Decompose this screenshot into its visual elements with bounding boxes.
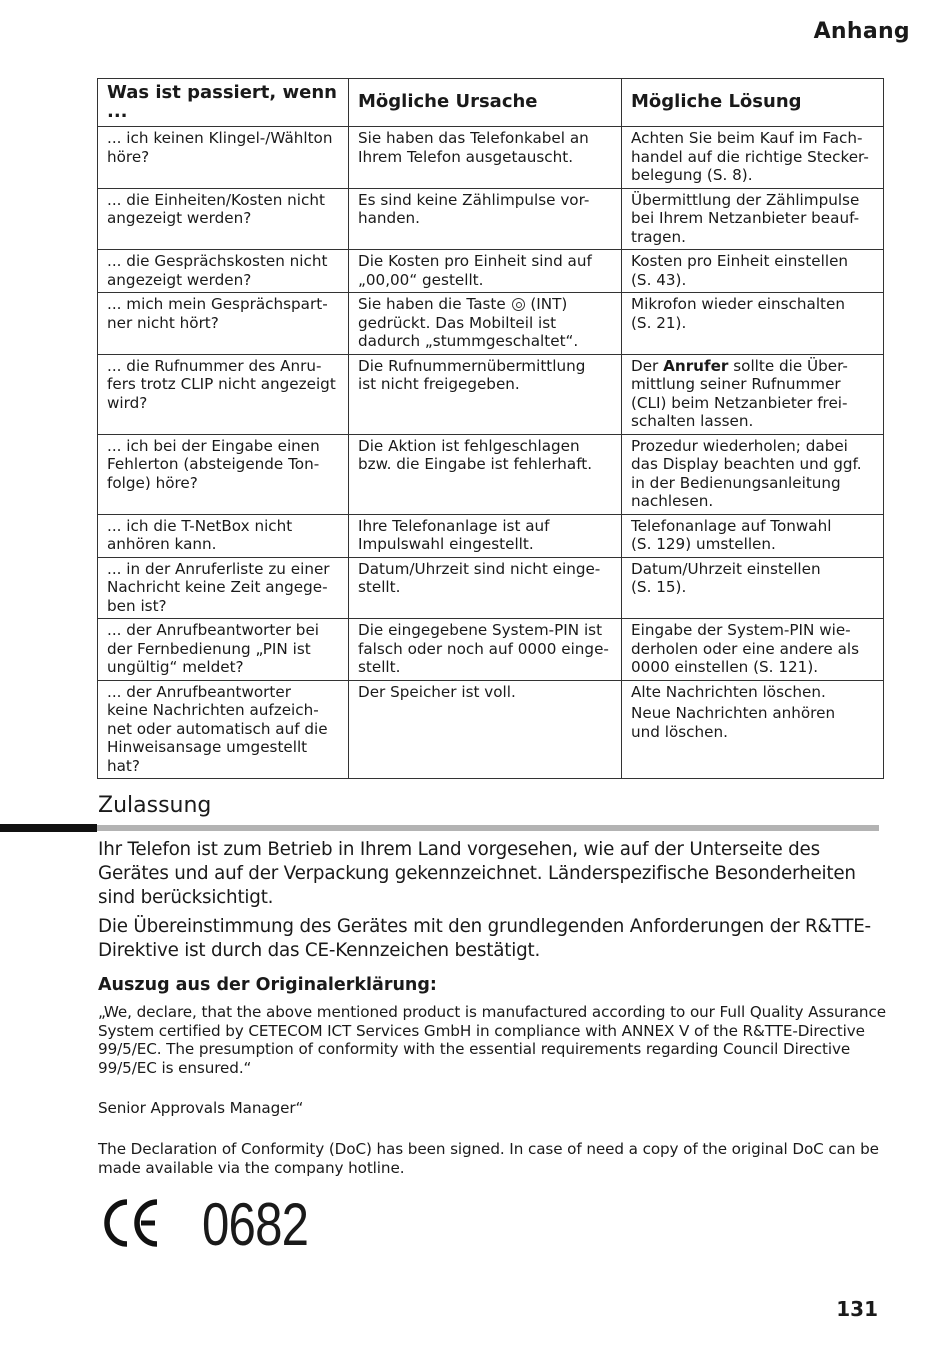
cell-line: Datum/Uhrzeit einstellen bbox=[631, 559, 821, 578]
cell-line: Fehlerton (absteigende Ton- bbox=[107, 455, 320, 473]
cell-cause bbox=[349, 434, 622, 514]
cell-line: hat? bbox=[107, 756, 140, 775]
cell-cause bbox=[349, 619, 622, 681]
cell-problem bbox=[98, 557, 349, 619]
cause-text: Sie haben die Taste bbox=[358, 295, 506, 313]
cell-line: dadurch „stummgeschaltet“. bbox=[358, 332, 579, 350]
solution-text: Der bbox=[631, 356, 659, 375]
cell-line: angezeigt werden? bbox=[107, 209, 252, 227]
header-solution: Mögliche Lösung bbox=[622, 79, 884, 127]
cell-line: (CLI) beim Netzanbieter frei- bbox=[631, 393, 848, 412]
cell-line: und löschen. bbox=[631, 722, 728, 741]
table-row bbox=[98, 557, 884, 619]
section-header: Anhang bbox=[813, 19, 910, 44]
cell-line: belegung (S. 8). bbox=[631, 166, 753, 184]
cell-line: Datum/Uhrzeit sind nicht einge- bbox=[358, 559, 601, 578]
cell-problem bbox=[98, 127, 349, 189]
page-number: 131 bbox=[836, 1297, 878, 1321]
table-row bbox=[98, 680, 884, 779]
cell-solution bbox=[622, 680, 884, 779]
doc-note: The Declaration of Conformity (DoC) has been signed. In case of need a copy of the original DoC can be made available via the company hotline. bbox=[98, 1140, 879, 1177]
cell-line: folge) höre? bbox=[107, 473, 198, 492]
table-row bbox=[98, 354, 884, 434]
cell-line bbox=[358, 295, 618, 314]
table-row bbox=[98, 514, 884, 557]
cell-cause bbox=[349, 557, 622, 619]
cell-solution bbox=[622, 514, 884, 557]
cell-line: handel auf die richtige Stecker- bbox=[631, 147, 869, 166]
cell-line: Der Speicher ist voll. bbox=[358, 682, 516, 701]
table-row bbox=[98, 434, 884, 514]
cell-line: ... ich keinen Klingel-/Wählton bbox=[107, 129, 333, 147]
cell-line: in der Bedienungsanleitung bbox=[631, 473, 841, 492]
cell-line: Achten Sie beim Kauf im Fach- bbox=[631, 129, 863, 147]
cell-line: (S. 43). bbox=[631, 270, 687, 289]
cell-solution bbox=[622, 619, 884, 681]
cell-line: ... ich die T-NetBox nicht bbox=[107, 516, 293, 535]
cell-line: Die Rufnummernübermittlung bbox=[358, 356, 586, 375]
cell-cause bbox=[349, 354, 622, 434]
cell-line: nachlesen. bbox=[631, 492, 714, 510]
cell-line: ... der Anrufbeantworter bbox=[107, 682, 291, 701]
cell-line: ... die Rufnummer des Anru- bbox=[107, 356, 322, 375]
cell-line: mittlung seiner Rufnummer bbox=[631, 375, 841, 393]
signature-line: Senior Approvals Manager“ bbox=[98, 1099, 304, 1117]
cell-line: Mikrofon wieder einschalten bbox=[631, 295, 845, 313]
cell-line: ... der Anrufbeantworter bei bbox=[107, 621, 320, 639]
cell-problem bbox=[98, 680, 349, 779]
cell-line: stellt. bbox=[358, 578, 401, 596]
cell-line: höre? bbox=[107, 147, 150, 166]
section-title-zulassung: Zulassung bbox=[98, 793, 212, 818]
cell-line: keine Nachrichten aufzeich- bbox=[107, 701, 319, 719]
troubleshooting-table bbox=[97, 78, 884, 779]
cell-line: falsch oder noch auf 0000 einge- bbox=[358, 639, 609, 658]
cell-problem bbox=[98, 188, 349, 250]
subheading-declaration: Auszug aus der Originalerklärung: bbox=[98, 975, 437, 995]
header-problem: Was ist passiert, wenn ... bbox=[98, 79, 349, 127]
cell-line: handen. bbox=[358, 209, 420, 227]
cell-problem bbox=[98, 354, 349, 434]
section-rule-accent bbox=[0, 824, 97, 832]
cell-problem bbox=[98, 250, 349, 293]
cell-line: Impulswahl eingestellt. bbox=[358, 535, 534, 553]
cell-line: ... die Einheiten/Kosten nicht bbox=[107, 190, 325, 209]
cell-problem bbox=[98, 293, 349, 355]
ce-notified-body-number: 0682 bbox=[202, 1191, 309, 1258]
cell-line: derholen oder eine andere als bbox=[631, 639, 860, 658]
cell-cause bbox=[349, 188, 622, 250]
cell-line: (S. 15). bbox=[631, 578, 687, 596]
cell-line: Prozedur wiederholen; dabei bbox=[631, 436, 848, 455]
cell-line: Kosten pro Einheit einstellen bbox=[631, 252, 849, 270]
cell-line: bzw. die Eingabe ist fehlerhaft. bbox=[358, 455, 593, 473]
cell-line: gedrückt. Das Mobilteil ist bbox=[358, 313, 557, 332]
cell-line: anhören kann. bbox=[107, 535, 217, 553]
cell-line: 0000 einstellen (S. 121). bbox=[631, 658, 819, 676]
cell-line: net oder automatisch auf die bbox=[107, 719, 328, 738]
solution-bold-text: Anrufer bbox=[663, 356, 729, 375]
cell-line: ner nicht hört? bbox=[107, 313, 219, 332]
cell-line: ben ist? bbox=[107, 596, 167, 615]
cell-solution bbox=[622, 293, 884, 355]
cell-line: Sie haben das Telefonkabel an bbox=[358, 129, 589, 147]
cell-line: Neue Nachrichten anhören bbox=[631, 704, 836, 722]
cell-line: ... die Gesprächskosten nicht bbox=[107, 252, 328, 270]
cell-cause bbox=[349, 514, 622, 557]
paragraph-usage: Ihr Telefon ist zum Betrieb in Ihrem Land vorgesehen, wie auf der Unterseite des Gerätes und auf der Verpackung gekennzeichnet. Länderspezifische Besonderheiten sind berücksichtigt. bbox=[98, 839, 856, 908]
cell-solution bbox=[622, 127, 884, 189]
cell-cause bbox=[349, 127, 622, 189]
cell-line: Hinweisansage umgestellt bbox=[107, 738, 308, 756]
cell-solution bbox=[622, 354, 884, 434]
cell-line: Nachricht keine Zeit angege- bbox=[107, 578, 328, 596]
cell-line: Ihre Telefonanlage ist auf bbox=[358, 516, 550, 535]
cell-line: tragen. bbox=[631, 227, 686, 246]
cell-line: stellt. bbox=[358, 658, 401, 676]
cell-line: Es sind keine Zählimpulse vor- bbox=[358, 190, 590, 209]
cell-solution bbox=[622, 557, 884, 619]
cell-cause bbox=[349, 250, 622, 293]
cell-line: ist nicht freigegeben. bbox=[358, 375, 520, 393]
table-row bbox=[98, 293, 884, 355]
cell-line bbox=[631, 357, 880, 376]
declaration-quote: „We, declare, that the above mentioned product is manufactured according to our Full Quality Assurance System certified by CETECOM ICT Services GmbH in compliance with ANNEX V of the R&TTE-Directive 99/5/EC. The presumption of conformity with the essential requirements regarding Council Directive 99/5/EC is ensured.“ bbox=[98, 1003, 886, 1077]
cell-line: Die Kosten pro Einheit sind auf bbox=[358, 252, 592, 270]
cell-line: fers trotz CLIP nicht angezeigt bbox=[107, 375, 336, 393]
table-row bbox=[98, 127, 884, 189]
header-cause: Mögliche Ursache bbox=[349, 79, 622, 127]
cell-solution bbox=[622, 434, 884, 514]
cell-cause bbox=[349, 680, 622, 779]
table-row bbox=[98, 619, 884, 681]
cell-line: bei Ihrem Netzanbieter beauf- bbox=[631, 209, 860, 227]
cell-line: ... mich mein Gesprächspart- bbox=[107, 295, 328, 313]
cell-line: Telefonanlage auf Tonwahl bbox=[631, 516, 832, 535]
section-rule bbox=[97, 825, 879, 831]
cell-line: Übermittlung der Zählimpulse bbox=[631, 190, 860, 209]
int-key-icon bbox=[512, 298, 525, 311]
paragraph-conformity: Die Übereinstimmung des Gerätes mit den grundlegenden Anforderungen der R&TTE-Direktive ist durch das CE-Kennzeichen bestätigt. bbox=[98, 916, 871, 961]
cell-line: Die Aktion ist fehlgeschlagen bbox=[358, 436, 580, 455]
cell-cause bbox=[349, 293, 622, 355]
cell-line: ungültig“ meldet? bbox=[107, 658, 244, 676]
cell-solution bbox=[622, 250, 884, 293]
cell-line: „00,00“ gestellt. bbox=[358, 270, 484, 289]
cell-line: das Display beachten und ggf. bbox=[631, 455, 862, 473]
ce-mark-icon bbox=[103, 1198, 163, 1248]
solution-text: sollte die Über- bbox=[733, 356, 848, 375]
table-row bbox=[98, 250, 884, 293]
cell-line: ... in der Anruferliste zu einer bbox=[107, 559, 330, 578]
cell-problem bbox=[98, 514, 349, 557]
cell-line: Die eingegebene System-PIN ist bbox=[358, 621, 603, 639]
cell-line: schalten lassen. bbox=[631, 412, 754, 430]
table-header-row bbox=[98, 79, 884, 127]
cell-line: (S. 21). bbox=[631, 313, 687, 332]
cell-line: Alte Nachrichten löschen. bbox=[631, 682, 826, 701]
cell-problem bbox=[98, 434, 349, 514]
cell-problem bbox=[98, 619, 349, 681]
cell-line: angezeigt werden? bbox=[107, 270, 252, 289]
cell-line: ... ich bei der Eingabe einen bbox=[107, 436, 320, 455]
cause-key-label: (INT) bbox=[530, 295, 568, 313]
cell-line: wird? bbox=[107, 393, 148, 412]
table-row bbox=[98, 188, 884, 250]
cell-solution bbox=[622, 188, 884, 250]
cell-line: (S. 129) umstellen. bbox=[631, 535, 776, 553]
cell-line: der Fernbedienung „PIN ist bbox=[107, 639, 311, 658]
cell-line: Eingabe der System-PIN wie- bbox=[631, 621, 851, 639]
cell-line: Ihrem Telefon ausgetauscht. bbox=[358, 147, 574, 166]
